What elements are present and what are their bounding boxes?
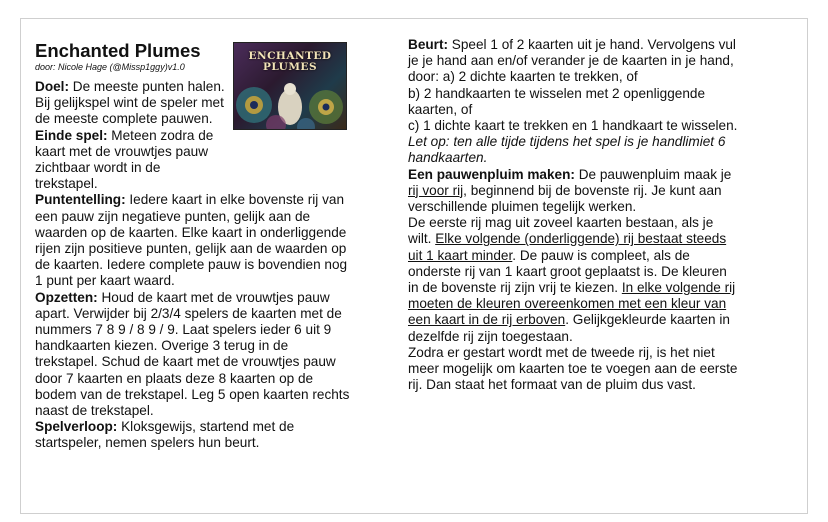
- goal-label: Doel:: [35, 79, 69, 94]
- end-text: Meteen zodra de kaart met de vrouwtjes pauw zichtbaar wordt in de trekstapel.: [35, 127, 214, 192]
- plume-section: [408, 167, 738, 216]
- gameplay-label: Spelverloop:: [35, 419, 118, 435]
- end-label: Einde spel:: [35, 127, 108, 143]
- first-row-section: [408, 215, 738, 345]
- first-row-text-1: De eerste rij mag uit zoveel kaarten bestaan, als je wilt.: [408, 215, 714, 247]
- second-row-note: Zodra er gestart wordt met de tweede rij, is het niet meer mogelijk om kaarten toe te voegen aan de eerste rij. Dan staat het formaat van de pluim dus vast.: [408, 344, 738, 393]
- turn-label: Beurt:: [408, 37, 449, 52]
- setup-text: Houd de kaart met de vrouwtjes pauw apart. Verwijder bij 2/3/4 spelers de kaarten met de nummers 7 8 9 / 8 9 / 9. Laat spelers ieder 6 uit 9 handkaarten kiezen. Overige 3 terug in de trekstapel. Schud de kaart met de vrouwtjes pauw door 7 kaarten en plaats deze 8 kaarten op de bodem van de trekstapel. Leg 5 open kaarten rechts naast de trekstapel.: [35, 289, 350, 419]
- color-rule-text: . Gelijkgekleurde kaarten in dezelfde rij zijn toegestaan.: [408, 312, 730, 344]
- scoring-label: Puntentelling:: [35, 192, 126, 208]
- scoring-text: Iedere kaart in elke bovenste rij van een pauw zijn negatieve punten, gelijk aan de waarden op de kaarten. Elke kaart in onderliggende rijen zijn positieve punten, gelijk aan de waarden op de kaarten. Iedere complete pauw is bovendien nog 1 punt per kaart waard.: [35, 192, 348, 289]
- color-rule-underline: In elke volgende rij moeten de kleuren overeenkomen met een kleur van een kaart in de rij erboven: [408, 280, 736, 328]
- gameplay-text: Kloksgewijs, startend met de startspeler, nemen spelers hun beurt.: [35, 419, 295, 451]
- turn-section: [408, 37, 738, 86]
- goal-text: De meeste punten halen. Bij gelijkspel wint de speler met de meeste complete pauwen.: [35, 79, 225, 127]
- hand-limit-note: Let op: ten alle tijde tijdens het spel is je handlimiet 6 handkaarten.: [408, 134, 726, 166]
- author-credit: door: Nicole Hage (@Missp1ggy)v1.0: [35, 62, 185, 72]
- first-row-underline: Elke volgende (onderliggende) rij bestaat steeds uit 1 kaart minder: [408, 231, 727, 263]
- turn-option-c: c) 1 dichte kaart te trekken en 1 handkaart te wisselen.: [408, 118, 738, 134]
- game-title: Enchanted Plumes: [35, 40, 201, 61]
- box-art-logo: ENCHANTED PLUMES: [248, 50, 332, 73]
- plume-text-2: , beginnend bij de bovenste rij. Je kunt aan verschillende pluimen tegelijk werken.: [408, 182, 722, 215]
- gameplay-section: [35, 419, 353, 451]
- goal-section: [35, 79, 225, 192]
- setup-label: Opzetten:: [35, 289, 98, 305]
- plume-text-1: De pauwenpluim maak je: [574, 166, 732, 182]
- setup-section: [35, 290, 353, 420]
- first-row-text-2: . De pauw is compleet, als de onderste rij van 1 kaart groot geplaatst is. De kleuren in de bovenste rij zijn vrij te kiezen.: [408, 247, 727, 296]
- plume-underline-row: rij voor rij: [408, 182, 464, 198]
- scoring-section: [35, 192, 353, 289]
- left-column: [35, 37, 353, 452]
- rules-card: [20, 18, 808, 514]
- turn-option-b: b) 2 handkaarten te wisselen met 2 openliggende kaarten, of: [408, 85, 705, 117]
- right-column: [408, 37, 738, 393]
- turn-text: Speel 1 of 2 kaarten uit je hand. Vervolgens vul je je hand aan en/of verander je de kaarten in je hand, door: a) 2 dichte kaarten te trekken, of: [408, 37, 736, 85]
- plume-label: Een pauwenpluim maken:: [408, 166, 575, 182]
